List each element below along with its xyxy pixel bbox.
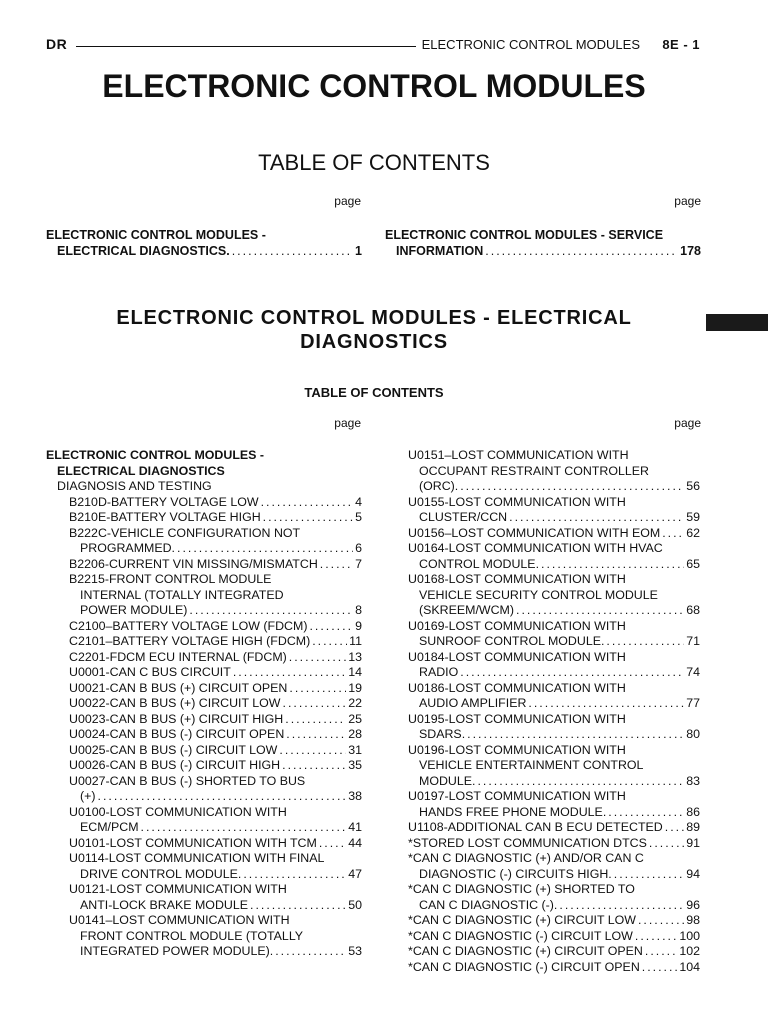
toc-line-page: 8 bbox=[355, 603, 362, 617]
dot-leader bbox=[614, 867, 684, 883]
dot-leader bbox=[638, 913, 684, 929]
toc-line-page: 91 bbox=[686, 835, 700, 850]
toc-line-text: U0025-CAN B BUS (-) CIRCUIT LOW bbox=[69, 742, 278, 757]
toc-line-page: 89 bbox=[686, 820, 700, 834]
toc-line-text: U0021-CAN B BUS (+) CIRCUIT OPEN bbox=[69, 680, 288, 695]
dot-leader bbox=[460, 665, 684, 681]
toc-line[interactable] bbox=[46, 727, 362, 743]
dot-leader bbox=[485, 243, 678, 259]
toc-line-text: VEHICLE SECURITY CONTROL MODULE bbox=[419, 587, 658, 602]
toc-line-text: *CAN C DIAGNOSTIC (-) CIRCUIT LOW bbox=[408, 928, 633, 943]
toc-line[interactable] bbox=[46, 603, 362, 619]
toc-line-text: DRIVE CONTROL MODULE. bbox=[80, 866, 242, 881]
toc-line-page: 80 bbox=[686, 727, 700, 741]
toc-line-text: CAN C DIAGNOSTIC (-). bbox=[419, 897, 558, 912]
dot-leader bbox=[665, 820, 684, 836]
dot-leader bbox=[283, 696, 347, 712]
toc-line[interactable] bbox=[408, 479, 700, 495]
toc-line-page: 86 bbox=[686, 804, 700, 819]
dot-leader bbox=[467, 727, 684, 743]
toc-line-text: U0027-CAN B BUS (-) SHORTED TO BUS bbox=[69, 773, 306, 788]
toc-line bbox=[46, 882, 362, 898]
dot-leader bbox=[509, 510, 684, 526]
toc-line[interactable] bbox=[408, 805, 700, 821]
toc-line-text: (+) bbox=[80, 789, 96, 803]
dot-leader bbox=[243, 867, 346, 883]
toc-line-text: *CAN C DIAGNOSTIC (+) CIRCUIT OPEN bbox=[408, 944, 643, 958]
dot-leader bbox=[642, 960, 678, 976]
dot-leader bbox=[232, 243, 353, 259]
toc-line-page: 11 bbox=[349, 634, 362, 648]
toc-entry-electrical-diagnostics[interactable] bbox=[46, 227, 362, 259]
toc-line-text: *STORED LOST COMMUNICATION DTCS bbox=[408, 835, 647, 850]
toc-line bbox=[408, 541, 700, 557]
toc-line-text: U0195-LOST COMMUNICATION WITH bbox=[408, 711, 626, 726]
dot-leader bbox=[559, 898, 684, 914]
toc-line-page: 14 bbox=[348, 665, 362, 679]
toc-line-page: 47 bbox=[348, 866, 362, 881]
toc-line-text: (ORC). bbox=[419, 479, 459, 493]
toc-line-text: U0169-LOST COMMUNICATION WITH bbox=[408, 618, 626, 633]
toc-entry-page: 1 bbox=[355, 244, 362, 258]
toc-left-column bbox=[46, 448, 362, 960]
dot-leader bbox=[528, 696, 684, 712]
dot-leader bbox=[189, 603, 353, 619]
toc-line[interactable] bbox=[46, 510, 362, 526]
dot-leader bbox=[309, 619, 353, 635]
toc-line-text: C2101–BATTERY VOLTAGE HIGH (FDCM) bbox=[69, 634, 311, 648]
toc-line bbox=[408, 882, 700, 898]
toc-line bbox=[408, 758, 700, 774]
toc-line-text: U0184-LOST COMMUNICATION WITH bbox=[408, 649, 626, 664]
toc-line-page: 77 bbox=[686, 696, 700, 710]
toc-line-page: 41 bbox=[348, 820, 362, 834]
toc-line-page: 59 bbox=[686, 510, 700, 524]
page-column-label-right: page bbox=[674, 194, 701, 208]
toc-line[interactable] bbox=[46, 696, 362, 712]
toc-line[interactable] bbox=[46, 867, 362, 883]
toc-line-text: PROGRAMMED. bbox=[80, 541, 175, 555]
toc-line bbox=[46, 464, 362, 480]
toc-line[interactable] bbox=[46, 898, 362, 914]
toc-line[interactable] bbox=[408, 836, 700, 852]
toc-line-text: (SKREEM/WCM) bbox=[419, 603, 514, 617]
toc-line[interactable] bbox=[408, 603, 700, 619]
toc-line-page: 28 bbox=[348, 727, 362, 741]
toc-line-page: 96 bbox=[686, 897, 700, 912]
header-rule bbox=[76, 46, 416, 47]
toc-line-page: 94 bbox=[686, 866, 700, 881]
toc-entry-service-information[interactable] bbox=[385, 227, 701, 259]
sub-toc-title: TABLE OF CONTENTS bbox=[304, 385, 444, 400]
toc-entry-page: 178 bbox=[680, 244, 701, 258]
toc-line bbox=[408, 572, 700, 588]
toc-line[interactable] bbox=[408, 665, 700, 681]
toc-line-page: 22 bbox=[348, 696, 362, 710]
toc-line-page: 53 bbox=[348, 944, 362, 958]
toc-line-text: U0197-LOST COMMUNICATION WITH bbox=[408, 789, 626, 803]
toc-line-text: CONTROL MODULE. bbox=[419, 556, 540, 571]
toc-line[interactable] bbox=[408, 634, 700, 650]
toc-line[interactable] bbox=[408, 820, 700, 836]
dot-leader bbox=[635, 929, 677, 945]
toc-line-text: U0023-CAN B BUS (+) CIRCUIT HIGH bbox=[69, 711, 284, 726]
toc-line-text: CLUSTER/CCN bbox=[419, 510, 508, 524]
dot-leader bbox=[662, 526, 684, 542]
toc-line-text: AUDIO AMPLIFIER bbox=[419, 696, 527, 710]
toc-line bbox=[408, 619, 700, 635]
toc-line-text: U1108-ADDITIONAL CAN B ECU DETECTED bbox=[408, 820, 663, 834]
toc-line bbox=[408, 851, 700, 867]
toc-line bbox=[408, 464, 700, 480]
toc-line bbox=[408, 448, 700, 464]
section-title-line2: DIAGNOSTICS bbox=[300, 331, 448, 353]
toc-line-text: SUNROOF CONTROL MODULE. bbox=[419, 634, 605, 648]
toc-line-page: 44 bbox=[348, 835, 362, 850]
toc-line-page: 38 bbox=[348, 789, 362, 803]
dot-leader bbox=[233, 665, 346, 681]
toc-line bbox=[46, 588, 362, 604]
dot-leader bbox=[312, 634, 347, 650]
sub-page-column-label-left: page bbox=[334, 416, 361, 430]
toc-line-text: C2100–BATTERY VOLTAGE LOW (FDCM) bbox=[69, 618, 308, 633]
toc-line-text: INTEGRATED POWER MODULE). bbox=[80, 944, 274, 958]
toc-line-text: HANDS FREE PHONE MODULE. bbox=[419, 804, 607, 819]
toc-line-text: VEHICLE ENTERTAINMENT CONTROL bbox=[419, 758, 644, 772]
dot-leader bbox=[541, 557, 684, 573]
toc-line-page: 9 bbox=[355, 618, 362, 633]
dot-leader bbox=[261, 495, 354, 511]
toc-line bbox=[408, 588, 700, 604]
toc-line[interactable] bbox=[408, 696, 700, 712]
toc-line[interactable] bbox=[408, 929, 700, 945]
toc-line-page: 98 bbox=[686, 913, 700, 927]
toc-line-page: 83 bbox=[686, 773, 700, 788]
toc-line-page: 13 bbox=[348, 649, 362, 664]
toc-line-page: 35 bbox=[348, 758, 362, 772]
toc-line-text: POWER MODULE) bbox=[80, 603, 188, 617]
toc-line-page: 102 bbox=[679, 944, 700, 958]
dot-leader bbox=[606, 634, 684, 650]
toc-line bbox=[46, 913, 362, 929]
toc-line-text: ECM/PCM bbox=[80, 820, 139, 834]
toc-line-text: SDARS. bbox=[419, 727, 466, 741]
toc-line-text: U0141–LOST COMMUNICATION WITH bbox=[69, 913, 290, 927]
toc-line-page: 104 bbox=[679, 959, 700, 974]
toc-line-text: U0164-LOST COMMUNICATION WITH HVAC bbox=[408, 541, 663, 555]
toc-line-text: U0168-LOST COMMUNICATION WITH bbox=[408, 572, 626, 586]
page-column-label-left: page bbox=[334, 194, 361, 208]
toc-line[interactable] bbox=[46, 619, 362, 635]
toc-entry-line2: INFORMATION bbox=[396, 244, 484, 258]
toc-line-text: FRONT CONTROL MODULE (TOTALLY bbox=[80, 928, 304, 943]
toc-line-page: 100 bbox=[679, 928, 700, 943]
toc-line bbox=[46, 774, 362, 790]
dot-leader bbox=[319, 836, 346, 852]
toc-line-page: 4 bbox=[355, 494, 362, 509]
toc-line[interactable] bbox=[408, 510, 700, 526]
toc-line bbox=[46, 526, 362, 542]
toc-line-page: 71 bbox=[686, 634, 700, 648]
toc-line-text: RADIO bbox=[419, 665, 459, 679]
toc-line-text: U0121-LOST COMMUNICATION WITH bbox=[69, 882, 287, 896]
toc-line[interactable] bbox=[46, 681, 362, 697]
toc-line-text: *CAN C DIAGNOSTIC (+) AND/OR CAN C bbox=[408, 851, 644, 865]
toc-line bbox=[46, 572, 362, 588]
toc-line bbox=[408, 789, 700, 805]
running-header bbox=[46, 36, 700, 56]
toc-line[interactable] bbox=[46, 836, 362, 852]
toc-line bbox=[46, 448, 362, 464]
toc-line[interactable] bbox=[408, 960, 700, 976]
toc-line-page: 56 bbox=[686, 479, 700, 493]
section-title-line1: ELECTRONIC CONTROL MODULES - ELECTRICAL bbox=[116, 307, 632, 329]
dot-leader bbox=[141, 820, 347, 836]
toc-line-text: U0001-CAN C BUS CIRCUIT bbox=[69, 665, 231, 679]
toc-line-text: B222C-VEHICLE CONFIGURATION NOT bbox=[69, 525, 301, 540]
dot-leader bbox=[263, 510, 353, 526]
dot-leader bbox=[516, 603, 684, 619]
toc-line bbox=[408, 650, 700, 666]
dot-leader bbox=[289, 650, 346, 666]
sub-page-column-label-right: page bbox=[674, 416, 701, 430]
toc-line[interactable] bbox=[408, 913, 700, 929]
dot-leader bbox=[320, 557, 353, 573]
toc-line-text: U0196-LOST COMMUNICATION WITH bbox=[408, 742, 626, 757]
toc-line bbox=[408, 712, 700, 728]
toc-line-text: B210E-BATTERY VOLTAGE HIGH bbox=[69, 510, 261, 524]
toc-line-text: B210D-BATTERY VOLTAGE LOW bbox=[69, 494, 259, 509]
toc-line[interactable] bbox=[46, 557, 362, 573]
toc-line[interactable] bbox=[408, 727, 700, 743]
toc-line-text: *CAN C DIAGNOSTIC (+) CIRCUIT LOW bbox=[408, 913, 636, 927]
toc-right-column bbox=[408, 448, 700, 975]
toc-line-text: DIAGNOSIS AND TESTING bbox=[57, 479, 212, 493]
toc-line bbox=[408, 495, 700, 511]
toc-line-text: INTERNAL (TOTALLY INTEGRATED bbox=[80, 587, 284, 602]
dot-leader bbox=[645, 944, 677, 960]
toc-line-page: 65 bbox=[686, 556, 700, 571]
toc-line[interactable] bbox=[408, 944, 700, 960]
section-title bbox=[0, 306, 748, 354]
toc-entry-line1: ELECTRONIC CONTROL MODULES - SERVICE bbox=[385, 228, 664, 242]
toc-line-page: 19 bbox=[348, 680, 362, 695]
toc-line-text: OCCUPANT RESTRAINT CONTROLLER bbox=[419, 463, 649, 478]
toc-line-page: 62 bbox=[686, 525, 700, 540]
toc-line[interactable] bbox=[46, 789, 362, 805]
header-left-label: DR bbox=[46, 36, 68, 52]
toc-line-text: ELECTRICAL DIAGNOSTICS bbox=[57, 463, 225, 478]
toc-line bbox=[46, 805, 362, 821]
toc-line[interactable] bbox=[46, 634, 362, 650]
toc-line-page: 50 bbox=[348, 897, 362, 912]
toc-line bbox=[408, 743, 700, 759]
toc-line-text: *CAN C DIAGNOSTIC (+) SHORTED TO bbox=[408, 882, 635, 896]
toc-line-text: ANTI-LOCK BRAKE MODULE bbox=[80, 897, 248, 912]
dot-leader bbox=[275, 944, 346, 960]
toc-line[interactable] bbox=[46, 665, 362, 681]
toc-line bbox=[408, 681, 700, 697]
toc-line-text: U0114-LOST COMMUNICATION WITH FINAL bbox=[69, 851, 325, 865]
toc-line-page: 31 bbox=[348, 742, 362, 757]
toc-line-text: *CAN C DIAGNOSTIC (-) CIRCUIT OPEN bbox=[408, 959, 640, 974]
toc-line-text: U0100-LOST COMMUNICATION WITH bbox=[69, 804, 287, 819]
toc-line[interactable] bbox=[46, 820, 362, 836]
toc-line[interactable] bbox=[408, 867, 700, 883]
dot-leader bbox=[177, 541, 353, 557]
toc-line-text: DIAGNOSTIC (-) CIRCUITS HIGH. bbox=[419, 866, 612, 881]
toc-line-page: 6 bbox=[355, 541, 362, 555]
toc-line-text: ELECTRONIC CONTROL MODULES - bbox=[46, 448, 264, 462]
dot-leader bbox=[279, 743, 346, 759]
toc-entry-line1: ELECTRONIC CONTROL MODULES - bbox=[46, 228, 266, 242]
toc-line[interactable] bbox=[46, 650, 362, 666]
toc-line bbox=[46, 851, 362, 867]
page-title: ELECTRONIC CONTROL MODULES bbox=[102, 68, 646, 104]
toc-line-text: B2206-CURRENT VIN MISSING/MISMATCH bbox=[69, 556, 318, 571]
dot-leader bbox=[286, 727, 346, 743]
toc-entry-line2: ELECTRICAL DIAGNOSTICS. bbox=[57, 244, 230, 258]
dot-leader bbox=[649, 836, 684, 852]
toc-line-text: U0022-CAN B BUS (+) CIRCUIT LOW bbox=[69, 696, 281, 710]
toc-line[interactable] bbox=[46, 944, 362, 960]
toc-line-text: U0155-LOST COMMUNICATION WITH bbox=[408, 494, 626, 509]
toc-title: TABLE OF CONTENTS bbox=[258, 150, 490, 175]
toc-line-text: U0026-CAN B BUS (-) CIRCUIT HIGH bbox=[69, 758, 281, 772]
dot-leader bbox=[608, 805, 684, 821]
toc-line-text: U0101-LOST COMMUNICATION WITH TCM bbox=[69, 835, 317, 850]
toc-line[interactable] bbox=[46, 541, 362, 557]
toc-line-text: U0151–LOST COMMUNICATION WITH bbox=[408, 448, 629, 462]
header-page-number: 8E - 1 bbox=[662, 37, 700, 52]
toc-line[interactable] bbox=[46, 495, 362, 511]
toc-line-text: U0024-CAN B BUS (-) CIRCUIT OPEN bbox=[69, 727, 285, 741]
toc-line-text: U0156–LOST COMMUNICATION WITH EOM bbox=[408, 525, 661, 540]
toc-line-text: C2201-FDCM ECU INTERNAL (FDCM) bbox=[69, 649, 287, 664]
toc-line[interactable] bbox=[408, 774, 700, 790]
toc-line-text: B2215-FRONT CONTROL MODULE bbox=[69, 572, 272, 586]
dot-leader bbox=[282, 758, 346, 774]
toc-line-page: 25 bbox=[348, 711, 362, 726]
toc-line-text: U0186-LOST COMMUNICATION WITH bbox=[408, 680, 626, 695]
toc-line bbox=[46, 479, 362, 495]
toc-line bbox=[46, 929, 362, 945]
toc-line[interactable] bbox=[46, 743, 362, 759]
dot-leader bbox=[477, 774, 684, 790]
dot-leader bbox=[98, 789, 347, 805]
toc-line-text: MODULE. bbox=[419, 773, 476, 788]
toc-line-page: 7 bbox=[355, 556, 362, 571]
dot-leader bbox=[289, 681, 346, 697]
toc-line-page: 68 bbox=[686, 603, 700, 617]
toc-line[interactable] bbox=[408, 898, 700, 914]
dot-leader bbox=[460, 479, 684, 495]
toc-line-page: 5 bbox=[355, 510, 362, 524]
toc-line[interactable] bbox=[46, 712, 362, 728]
toc-line[interactable] bbox=[408, 557, 700, 573]
dot-leader bbox=[285, 712, 346, 728]
toc-line[interactable] bbox=[408, 526, 700, 542]
toc-line-page: 74 bbox=[686, 665, 700, 679]
toc-line[interactable] bbox=[46, 758, 362, 774]
dot-leader bbox=[250, 898, 346, 914]
header-section-title: ELECTRONIC CONTROL MODULES bbox=[421, 37, 640, 52]
